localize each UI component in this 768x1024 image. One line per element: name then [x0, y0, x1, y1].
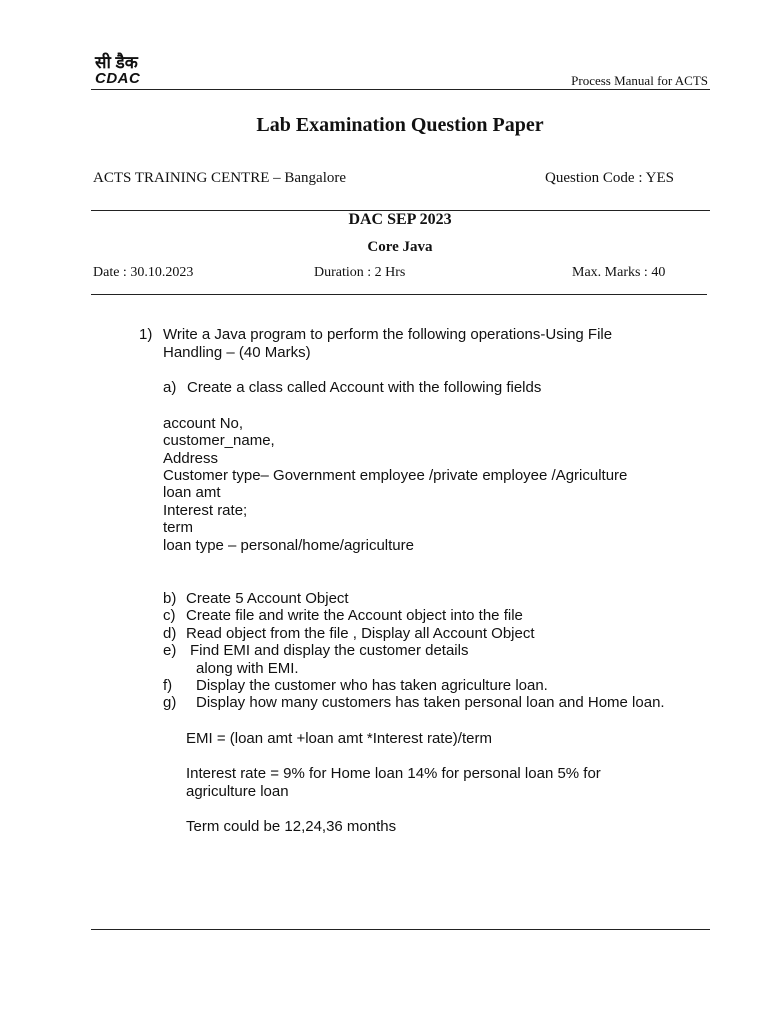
part-text: Create file and write the Account object into the file: [186, 607, 523, 624]
part-label: f): [163, 677, 173, 694]
interest-rate-line2: agriculture loan: [186, 783, 289, 800]
divider-bottom: [91, 294, 707, 295]
batch-title: DAC SEP 2023: [348, 211, 452, 228]
question-text-line2: Handling – (40 Marks): [163, 344, 311, 361]
header-divider: [91, 89, 710, 90]
exam-date: Date : 30.10.2023: [93, 265, 194, 280]
part-text: Read object from the file , Display all Account Object: [186, 625, 535, 642]
term-note: Term could be 12,24,36 months: [186, 818, 397, 835]
field-item: Customer type– Government employee /private employee /Agriculture: [163, 467, 628, 484]
part-a-text: Create a class called Account with the following fields: [187, 379, 542, 396]
manual-title: Process Manual for ACTS: [571, 73, 708, 88]
part-label: c): [163, 607, 176, 624]
interest-rate-line1: Interest rate = 9% for Home loan 14% for personal loan 5% for: [186, 765, 601, 782]
field-item: customer_name,: [163, 432, 275, 449]
max-marks: Max. Marks : 40: [572, 265, 666, 280]
footer-divider: [91, 929, 710, 930]
logo-brand-text: CDAC: [95, 70, 141, 87]
field-item: loan type – personal/home/agriculture: [163, 537, 414, 554]
exam-duration: Duration : 2 Hrs: [314, 265, 406, 280]
subject-title: Core Java: [367, 239, 433, 255]
part-label: b): [163, 590, 177, 607]
part-label: d): [163, 625, 177, 642]
emi-formula: EMI = (loan amt +loan amt *Interest rate)/term: [186, 730, 492, 747]
part-label: e): [163, 642, 177, 659]
field-item: Interest rate;: [163, 502, 248, 519]
field-item: Address: [163, 450, 219, 467]
page-title: Lab Examination Question Paper: [256, 114, 544, 136]
cdac-logo: [95, 52, 155, 88]
part-text: Create 5 Account Object: [186, 590, 349, 607]
question-code: Question Code : YES: [545, 170, 675, 186]
question-text-line1: Write a Java program to perform the following operations-Using File: [163, 326, 613, 343]
field-item: loan amt: [163, 484, 221, 501]
part-label: g): [163, 694, 177, 711]
part-text: Find EMI and display the customer details: [190, 642, 469, 659]
field-item: term: [163, 519, 193, 536]
field-item: account No,: [163, 415, 244, 432]
part-text: Display how many customers has taken personal loan and Home loan.: [196, 694, 665, 711]
logo-hindi-text: सी डैक: [95, 53, 138, 72]
question-number: 1): [139, 326, 153, 343]
part-a-label: a): [163, 379, 177, 396]
part-text-continued: along with EMI.: [196, 660, 299, 677]
training-centre: ACTS TRAINING CENTRE – Bangalore: [93, 170, 347, 186]
part-text: Display the customer who has taken agriculture loan.: [196, 677, 548, 694]
